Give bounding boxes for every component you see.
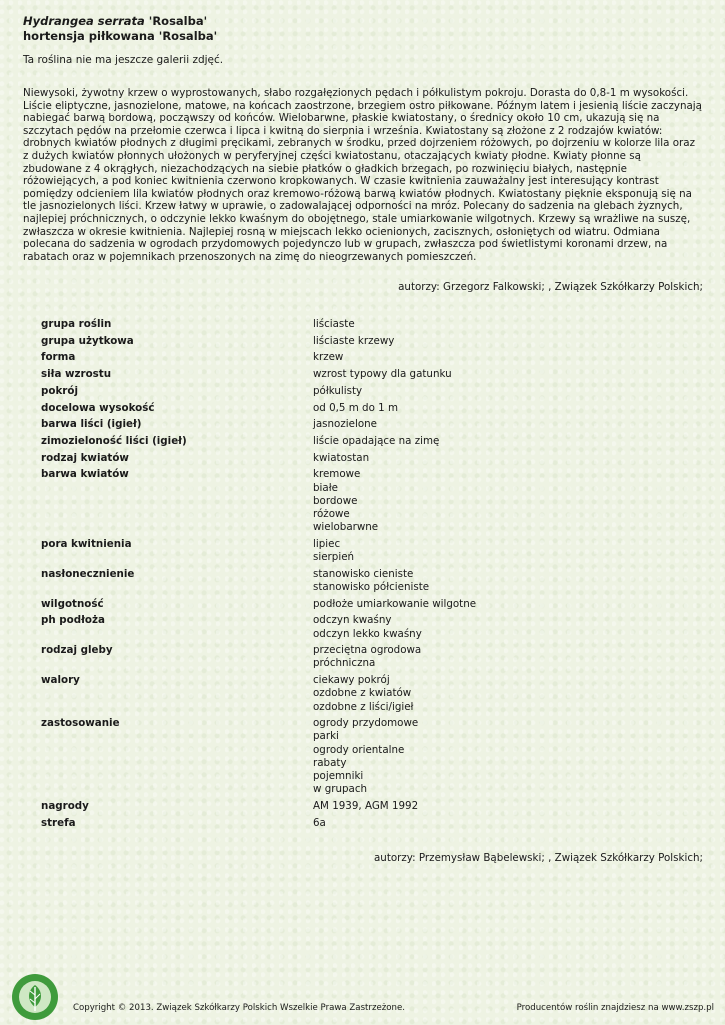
logo-svg: [11, 973, 59, 1021]
property-value: liściaste krzewy: [313, 334, 395, 347]
property-value: sierpień: [313, 551, 355, 564]
property-row: [41, 800, 681, 813]
property-value: podłoże umiarkowanie wilgotne: [313, 597, 477, 610]
property-label: grupa użytkowa: [41, 334, 134, 347]
property-label: grupa roślin: [41, 318, 112, 330]
property-label: rodzaj gleby: [41, 644, 113, 657]
property-label: nagrody: [41, 800, 89, 812]
property-values: [313, 717, 681, 796]
property-value: lipiec: [313, 537, 341, 550]
property-row: [41, 385, 681, 398]
property-values: [313, 452, 681, 465]
property-label: rodzaj kwiatów: [41, 451, 129, 464]
property-value: przeciętna ogrodowa: [313, 644, 422, 657]
property-value: kremowe: [313, 468, 361, 481]
property-label: wilgotność: [41, 597, 104, 610]
property-value: stanowisko półcieniste: [313, 580, 430, 593]
property-row: [41, 598, 681, 611]
producers-link[interactable]: Producentów roślin znajdziesz na www.zszp.pl: [516, 1003, 714, 1013]
property-value: ozdobne z kwiatów: [313, 687, 412, 700]
property-value: liście opadające na zimę: [313, 434, 440, 447]
description: Niewysoki, żywotny krzew o wyprostowanych, słabo rozgałęzionych pędach i półkulistym pokroju. Dorasta do 0,8-1 m wysokości. Liście eliptyczne, jasnozielone, matowe, na końcach zaostrzone, brzegiem ostro piłkowane. Późnym latem i jesienią liście zaczynają nabiegać barwą bordową, począwszy od końców. Wielobarwne, płaskie kwiatostany, o średnicy około 10 cm, ukazują się na szczytach pędów na przełomie czerwca i lipca i kwitną do sierpnia i września. Kwiatostany są złożone z 2 rodzajów kwiatów: drobnych kwiatów płodnych z długimi pręcikami, zebranych w środku, przed dojrzeniem różowych, po dojrzeniu w kolorze lila oraz z dużych kwiatów płonnych ułożonych w peryferyjnej części kwiatostanu, otaczających kwiaty płodne. Kwiaty płonne są zbudowane z 4 okrągłych, niezachodzących na siebie płatków o gładkich brzegach, po rozwinięciu białych, następnie różowiejących, a pod koniec kwitnienia czerwono kropkowanych. W czasie kwitnienia zauważalny jest interesujący kontrast pomiędzy odcieniem lila kwiatów płodnych oraz kremowo-różową barwą kwiatów płodnych. Kwiatostany pięknie eksponują się na tle jasnozielonych liści. Krzew łatwy w uprawie, o zadowalającej odporności na mróz. Polecany do sadzenia na glebach żyznych, najlepiej próchnicznych, o odczynie lekko kwaśnym do obojętnego, stale umiarkowanie wilgotnych. Krzewy są wrażliwe na suszę, zwłaszcza w okresie kwitnienia. Najlepiej rosną w miejscach lekko ocienionych, zacisznych, osłoniętych od wiatru. Odmiana polecana do sadzenia w ogrodach przydomowych pojedynczo lub w grupach, zwłaszcza pod świetlistymi koronami drzew, na rabatach oraz w pojemnikach przenoszonych na zimę do nieogrzewanych pomieszczeń.: [23, 87, 702, 263]
property-label: barwa kwiatów: [41, 468, 129, 481]
property-values: [313, 318, 681, 331]
property-row: [41, 568, 681, 594]
property-value: kwiatostan: [313, 451, 370, 464]
property-value: bordowe: [313, 494, 358, 507]
property-row: [41, 335, 681, 348]
property-value: próchniczna: [313, 657, 376, 670]
property-value: w grupach: [313, 783, 368, 796]
property-label: pokrój: [41, 384, 78, 397]
property-label: siła wzrostu: [41, 368, 112, 381]
property-values: [313, 598, 681, 611]
leaf-seal-icon: [11, 973, 59, 1021]
property-values: [313, 568, 681, 594]
property-row: [41, 674, 681, 714]
property-label: ph podłoża: [41, 614, 105, 627]
property-value: liściaste: [313, 318, 355, 330]
property-row: [41, 468, 681, 534]
latin-name: [23, 14, 703, 29]
property-label: forma: [41, 351, 76, 364]
property-row: [41, 538, 681, 564]
gallery-note: Ta roślina nie ma jeszcze galerii zdjęć.: [23, 54, 224, 66]
property-value: 6a: [313, 816, 326, 829]
property-values: [313, 385, 681, 398]
property-label: nasłonecznienie: [41, 567, 135, 580]
property-values: [313, 418, 681, 431]
property-value: AM 1939, AGM 1992: [313, 800, 419, 812]
property-row: [41, 435, 681, 448]
property-values: [313, 368, 681, 381]
property-row: [41, 402, 681, 415]
authors-description: autorzy: Grzegorz Falkowski; , Związek Szkółkarzy Polskich;: [398, 281, 703, 293]
property-value: białe: [313, 481, 338, 494]
property-values: [313, 674, 681, 714]
property-values: [313, 817, 681, 830]
property-values: [313, 800, 681, 813]
property-values: [313, 402, 681, 415]
property-label: strefa: [41, 816, 76, 829]
property-values: [313, 435, 681, 448]
property-values: [313, 468, 681, 534]
authors-properties: autorzy: Przemysław Bąbelewski; , Związek Szkółkarzy Polskich;: [374, 852, 703, 864]
property-label: docelowa wysokość: [41, 401, 155, 414]
property-value: ozdobne z liści/igieł: [313, 700, 414, 713]
property-label: barwa liści (igieł): [41, 418, 142, 431]
property-value: stanowisko cieniste: [313, 567, 414, 580]
property-value: od 0,5 m do 1 m: [313, 401, 399, 414]
properties-table: [41, 318, 681, 833]
latin-cultivar: 'Rosalba': [148, 14, 208, 28]
plant-card: [23, 14, 703, 864]
property-row: [41, 368, 681, 381]
property-row: [41, 614, 681, 640]
property-label: walory: [41, 674, 80, 687]
property-value: wielobarwne: [313, 521, 379, 534]
property-value: jasnozielone: [313, 418, 377, 431]
property-value: wzrost typowy dla gatunku: [313, 368, 452, 381]
property-row: [41, 452, 681, 465]
latin-species: Hydrangea serrata: [23, 14, 145, 28]
property-value: ciekawy pokrój: [313, 674, 390, 687]
property-label: zimozieloność liści (igieł): [41, 434, 187, 447]
footer: [0, 965, 725, 1024]
property-value: krzew: [313, 351, 344, 364]
property-value: ogrody przydomowe: [313, 717, 419, 730]
property-row: [41, 717, 681, 796]
property-values: [313, 351, 681, 364]
property-value: półkulisty: [313, 384, 363, 397]
property-row: [41, 351, 681, 364]
property-row: [41, 418, 681, 431]
property-value: odczyn lekko kwaśny: [313, 627, 422, 640]
property-label: pora kwitnienia: [41, 537, 132, 550]
property-values: [313, 614, 681, 640]
property-value: rabaty: [313, 756, 347, 769]
property-row: [41, 817, 681, 830]
property-value: ogrody orientalne: [313, 743, 405, 756]
property-row: [41, 318, 681, 331]
property-row: [41, 644, 681, 670]
polish-name: hortensja piłkowana 'Rosalba': [23, 29, 218, 43]
property-value: różowe: [313, 507, 350, 520]
property-value: parki: [313, 730, 339, 743]
copyright-text: Copyright © 2013. Związek Szkółkarzy Polskich Wszelkie Prawa Zastrzeżone.: [73, 1003, 405, 1013]
property-values: [313, 644, 681, 670]
property-value: odczyn kwaśny: [313, 614, 392, 627]
property-values: [313, 538, 681, 564]
property-value: pojemniki: [313, 770, 364, 783]
property-label: zastosowanie: [41, 717, 120, 730]
property-values: [313, 335, 681, 348]
